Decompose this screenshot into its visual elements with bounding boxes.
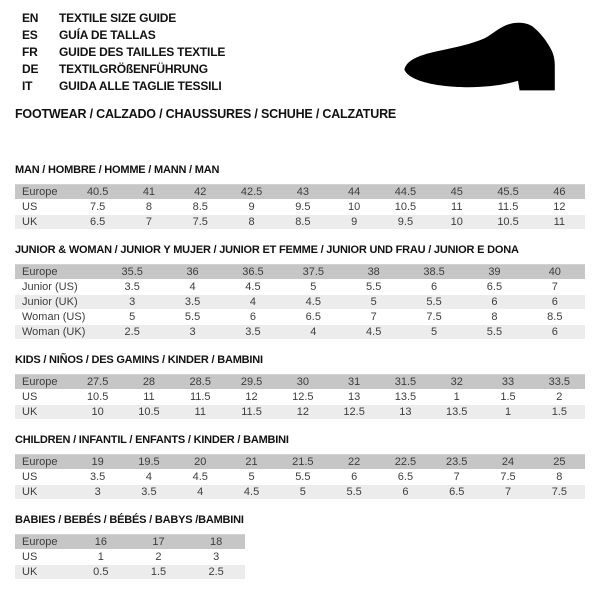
- size-value: 5: [283, 280, 343, 295]
- size-value: 33.5: [534, 375, 585, 390]
- size-value: 5: [344, 295, 404, 310]
- size-value: 2.5: [102, 325, 162, 340]
- size-value: 1.5: [130, 565, 188, 580]
- size-value: 1: [431, 390, 482, 405]
- size-value: 10.5: [482, 215, 533, 230]
- size-value: 2: [534, 390, 585, 405]
- size-row: [15, 185, 585, 200]
- language-code: FR: [22, 44, 38, 59]
- size-value: 7.5: [534, 485, 585, 500]
- size-value: 6: [223, 310, 283, 325]
- size-value: 3.5: [72, 470, 123, 485]
- size-value: 5: [102, 310, 162, 325]
- size-value: 7: [482, 485, 533, 500]
- size-value: 4: [123, 470, 174, 485]
- size-value: 11: [123, 390, 174, 405]
- language-guide-title: GUÍA DE TALLAS: [59, 27, 156, 42]
- size-value: 7: [431, 470, 482, 485]
- size-value: 13.5: [380, 390, 431, 405]
- size-value: 13: [380, 405, 431, 420]
- size-value: 42: [175, 185, 226, 200]
- size-value: 4.5: [283, 295, 343, 310]
- size-value: 6.5: [431, 485, 482, 500]
- region-label: Woman (US): [15, 310, 102, 325]
- size-value: 9: [226, 200, 277, 215]
- size-value: 5.5: [464, 325, 524, 340]
- size-value: 11.5: [175, 390, 226, 405]
- size-value: 40: [525, 265, 585, 280]
- size-table-title: BABIES / BEBÉS / BÉBÉS / BABYS /BAMBINI: [15, 514, 244, 526]
- size-value: 9: [328, 215, 379, 230]
- size-value: 39: [464, 265, 524, 280]
- size-value: 3.5: [223, 325, 283, 340]
- shoe-icon: [396, 20, 576, 105]
- size-value: 36: [162, 265, 222, 280]
- size-value: 28: [123, 375, 174, 390]
- size-value: 3.5: [162, 295, 222, 310]
- size-value: 8.5: [175, 200, 226, 215]
- size-value: 10.5: [72, 390, 123, 405]
- size-value: 3: [187, 550, 245, 565]
- size-value: 7.5: [404, 310, 464, 325]
- size-value: 8.5: [525, 310, 585, 325]
- size-value: 44.5: [380, 185, 431, 200]
- size-value: 45.5: [482, 185, 533, 200]
- size-row: [15, 325, 585, 340]
- size-table: [15, 374, 585, 420]
- size-row: [15, 535, 245, 550]
- size-value: 17: [130, 535, 188, 550]
- category-title: FOOTWEAR / CALZADO / CHAUSSURES / SCHUHE / CALZATURE: [15, 107, 397, 121]
- language-code: IT: [22, 78, 33, 93]
- size-value: 10: [328, 200, 379, 215]
- size-value: 4.5: [226, 485, 277, 500]
- size-value: 12: [277, 405, 328, 420]
- size-value: 5.5: [328, 485, 379, 500]
- region-label: UK: [15, 565, 72, 580]
- size-value: 1.5: [534, 405, 585, 420]
- size-value: 1.5: [482, 390, 533, 405]
- size-value: 24: [482, 455, 533, 470]
- size-table-title: MAN / HOMBRE / HOMME / MANN / MAN: [15, 164, 220, 176]
- size-value: 38: [344, 265, 404, 280]
- language-list: [22, 9, 225, 94]
- size-table-section: [15, 354, 585, 420]
- size-value: 44: [328, 185, 379, 200]
- size-value: 36.5: [223, 265, 283, 280]
- region-label: Europe: [15, 375, 72, 390]
- size-value: 5: [226, 470, 277, 485]
- size-row: [15, 200, 585, 215]
- size-value: 6.5: [380, 470, 431, 485]
- language-code: DE: [22, 61, 39, 76]
- size-value: 4: [175, 485, 226, 500]
- size-value: 37.5: [283, 265, 343, 280]
- size-value: 5.5: [277, 470, 328, 485]
- size-value: 1: [482, 405, 533, 420]
- size-value: 41: [123, 185, 174, 200]
- language-row: [22, 43, 225, 60]
- size-value: 33: [482, 375, 533, 390]
- size-value: 5.5: [344, 280, 404, 295]
- size-value: 35.5: [102, 265, 162, 280]
- size-value: 4.5: [223, 280, 283, 295]
- size-tables: [15, 164, 585, 594]
- size-value: 5: [277, 485, 328, 500]
- size-value: 28.5: [175, 375, 226, 390]
- language-guide-title: TEXTILE SIZE GUIDE: [59, 10, 177, 25]
- size-value: 10.5: [380, 200, 431, 215]
- size-value: 38.5: [404, 265, 464, 280]
- size-value: 4: [283, 325, 343, 340]
- size-value: 11: [175, 405, 226, 420]
- region-label: Europe: [15, 455, 72, 470]
- size-row: [15, 565, 245, 580]
- size-value: 8.5: [277, 215, 328, 230]
- size-value: 31.5: [380, 375, 431, 390]
- size-table-section: [15, 164, 585, 230]
- size-value: 4: [162, 280, 222, 295]
- size-value: 43: [277, 185, 328, 200]
- size-value: 11.5: [226, 405, 277, 420]
- size-value: 8: [226, 215, 277, 230]
- size-value: 10: [72, 405, 123, 420]
- size-table: [15, 454, 585, 500]
- size-value: 10.5: [123, 405, 174, 420]
- size-row: [15, 485, 585, 500]
- region-label: US: [15, 550, 72, 565]
- size-value: 11: [431, 200, 482, 215]
- language-guide-title: GUIDE DES TAILLES TEXTILE: [59, 44, 226, 59]
- size-table-title: KIDS / NIÑOS / DES GAMINS / KINDER / BAMBINI: [15, 354, 263, 366]
- size-table-section: [15, 434, 585, 500]
- size-value: 10: [431, 215, 482, 230]
- size-value: 29.5: [226, 375, 277, 390]
- size-value: 1: [72, 550, 130, 565]
- size-value: 7: [344, 310, 404, 325]
- size-value: 2: [130, 550, 188, 565]
- size-value: 3.5: [123, 485, 174, 500]
- size-value: 9.5: [380, 215, 431, 230]
- size-value: 30: [277, 375, 328, 390]
- size-value: 4.5: [175, 470, 226, 485]
- size-value: 9.5: [277, 200, 328, 215]
- language-code: EN: [22, 10, 39, 25]
- size-value: 12.5: [328, 405, 379, 420]
- region-label: US: [15, 390, 72, 405]
- size-value: 8: [123, 200, 174, 215]
- size-value: 6: [380, 485, 431, 500]
- size-row: [15, 455, 585, 470]
- size-value: 19: [72, 455, 123, 470]
- size-value: 7.5: [72, 200, 123, 215]
- size-value: 21: [226, 455, 277, 470]
- language-row: [22, 26, 225, 43]
- size-value: 23.5: [431, 455, 482, 470]
- language-row: [22, 9, 225, 26]
- size-value: 21.5: [277, 455, 328, 470]
- size-row: [15, 295, 585, 310]
- region-label: Woman (UK): [15, 325, 102, 340]
- size-value: 8: [534, 470, 585, 485]
- size-row: [15, 310, 585, 325]
- size-value: 46: [534, 185, 585, 200]
- size-value: 42.5: [226, 185, 277, 200]
- size-table: [15, 184, 585, 230]
- size-table-section: [15, 244, 585, 340]
- size-value: 3: [102, 295, 162, 310]
- size-value: 6: [404, 280, 464, 295]
- size-value: 18: [187, 535, 245, 550]
- size-value: 22: [328, 455, 379, 470]
- region-label: Junior (UK): [15, 295, 102, 310]
- size-value: 6: [525, 295, 585, 310]
- size-value: 5.5: [404, 295, 464, 310]
- size-table-section: [15, 514, 585, 580]
- size-value: 7.5: [482, 470, 533, 485]
- size-value: 20: [175, 455, 226, 470]
- region-label: US: [15, 200, 72, 215]
- size-value: 25: [534, 455, 585, 470]
- size-value: 27.5: [72, 375, 123, 390]
- region-label: UK: [15, 215, 72, 230]
- size-value: 6.5: [464, 280, 524, 295]
- size-value: 8: [464, 310, 524, 325]
- size-value: 12: [226, 390, 277, 405]
- region-label: US: [15, 470, 72, 485]
- size-value: 3: [72, 485, 123, 500]
- size-row: [15, 405, 585, 420]
- size-table-title: JUNIOR & WOMAN / JUNIOR Y MUJER / JUNIOR ET FEMME / JUNIOR UND FRAU / JUNIOR E DONA: [15, 244, 519, 256]
- size-value: 45: [431, 185, 482, 200]
- size-table-title: CHILDREN / INFANTIL / ENFANTS / KINDER / BAMBINI: [15, 434, 289, 446]
- size-value: 7: [123, 215, 174, 230]
- size-value: 6: [525, 325, 585, 340]
- size-table: [15, 534, 245, 580]
- size-value: 31: [328, 375, 379, 390]
- size-row: [15, 265, 585, 280]
- size-row: [15, 280, 585, 295]
- size-value: 5: [404, 325, 464, 340]
- region-label: UK: [15, 405, 72, 420]
- size-value: 0.5: [72, 565, 130, 580]
- size-value: 6: [464, 295, 524, 310]
- size-row: [15, 215, 585, 230]
- region-label: Junior (US): [15, 280, 102, 295]
- size-value: 19.5: [123, 455, 174, 470]
- region-label: Europe: [15, 185, 72, 200]
- size-value: 4: [223, 295, 283, 310]
- size-value: 12.5: [277, 390, 328, 405]
- size-value: 3: [162, 325, 222, 340]
- size-value: 7: [525, 280, 585, 295]
- size-row: [15, 550, 245, 565]
- size-row: [15, 390, 585, 405]
- size-value: 2.5: [187, 565, 245, 580]
- size-value: 5.5: [162, 310, 222, 325]
- region-label: UK: [15, 485, 72, 500]
- size-value: 32: [431, 375, 482, 390]
- region-label: Europe: [15, 535, 72, 550]
- language-row: [22, 60, 225, 77]
- size-row: [15, 375, 585, 390]
- size-value: 7.5: [175, 215, 226, 230]
- size-value: 16: [72, 535, 130, 550]
- size-value: 22.5: [380, 455, 431, 470]
- size-value: 6.5: [72, 215, 123, 230]
- size-value: 6: [328, 470, 379, 485]
- size-value: 3.5: [102, 280, 162, 295]
- language-guide-title: GUIDA ALLE TAGLIE TESSILI: [59, 78, 222, 93]
- size-value: 6.5: [283, 310, 343, 325]
- size-value: 13: [328, 390, 379, 405]
- region-label: Europe: [15, 265, 102, 280]
- language-code: ES: [22, 27, 38, 42]
- size-value: 4.5: [344, 325, 404, 340]
- size-value: 40.5: [72, 185, 123, 200]
- size-table: [15, 264, 585, 340]
- size-value: 12: [534, 200, 585, 215]
- size-value: 11: [534, 215, 585, 230]
- size-value: 13.5: [431, 405, 482, 420]
- size-row: [15, 470, 585, 485]
- size-value: 11.5: [482, 200, 533, 215]
- language-guide-title: TEXTILGRÖßENFÜHRUNG: [59, 61, 208, 76]
- language-row: [22, 77, 225, 94]
